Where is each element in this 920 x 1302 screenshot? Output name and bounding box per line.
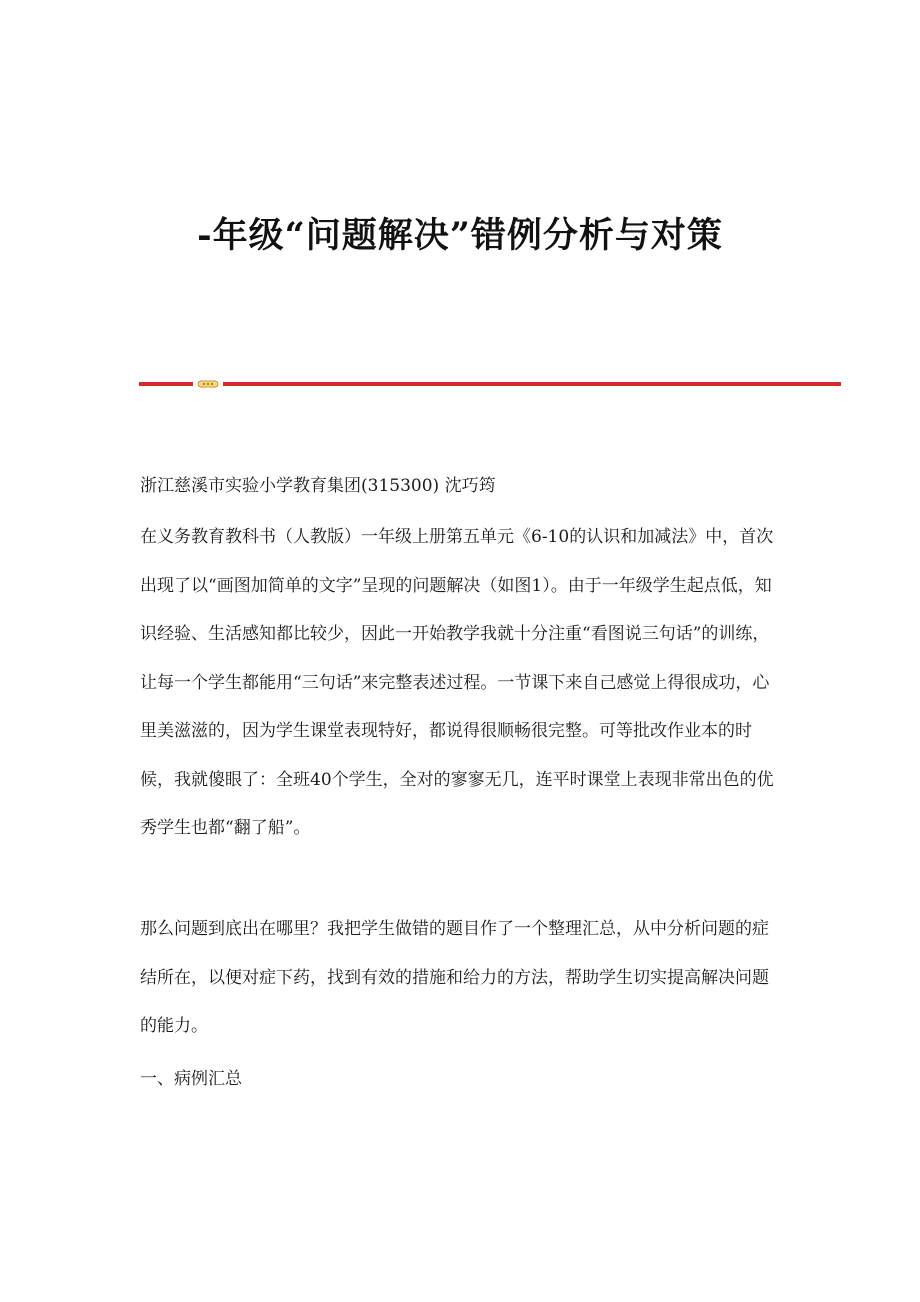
document-title: -年级“问题解决”错例分析与对策 — [197, 215, 723, 256]
divider-bar-left — [139, 382, 193, 386]
divider-ornament-icon — [197, 380, 219, 388]
title-divider — [139, 380, 841, 388]
author-line: 浙江慈溪市实验小学教育集团(315300) 沈巧筠 — [140, 476, 496, 496]
divider-bar-right — [223, 382, 841, 386]
body-paragraph-1: 在义务教育教科书（人教版）一年级上册第五单元《6-10的认识和加减法》中，首次出现了以“画图加简单的文字”呈现的问题解决（如图1）。由于一年级学生起点低，知识经验、生活感知都比较少，因此一开始教学我就十分注重“看图说三句话”的训练，让每一个学生都能用“三句话”来完整表述过程。一节课下来自己感觉上得很成功，心里美滋滋的，因为学生课堂表现特好，都说得很顺畅很完整。可等批改作业本的时候，我就傻眼了：全班40个学生，全对的寥寥无几，连平时课堂上表现非常出色的优秀学生也都“翻了船”。 — [140, 527, 774, 838]
section-heading: 一、病例汇总 — [140, 1069, 242, 1089]
body-paragraph-2: 那么问题到底出在哪里？我把学生做错的题目作了一个整理汇总，从中分析问题的症结所在，以便对症下药，找到有效的措施和给力的方法，帮助学生切实提高解决问题的能力。 — [140, 919, 769, 1036]
